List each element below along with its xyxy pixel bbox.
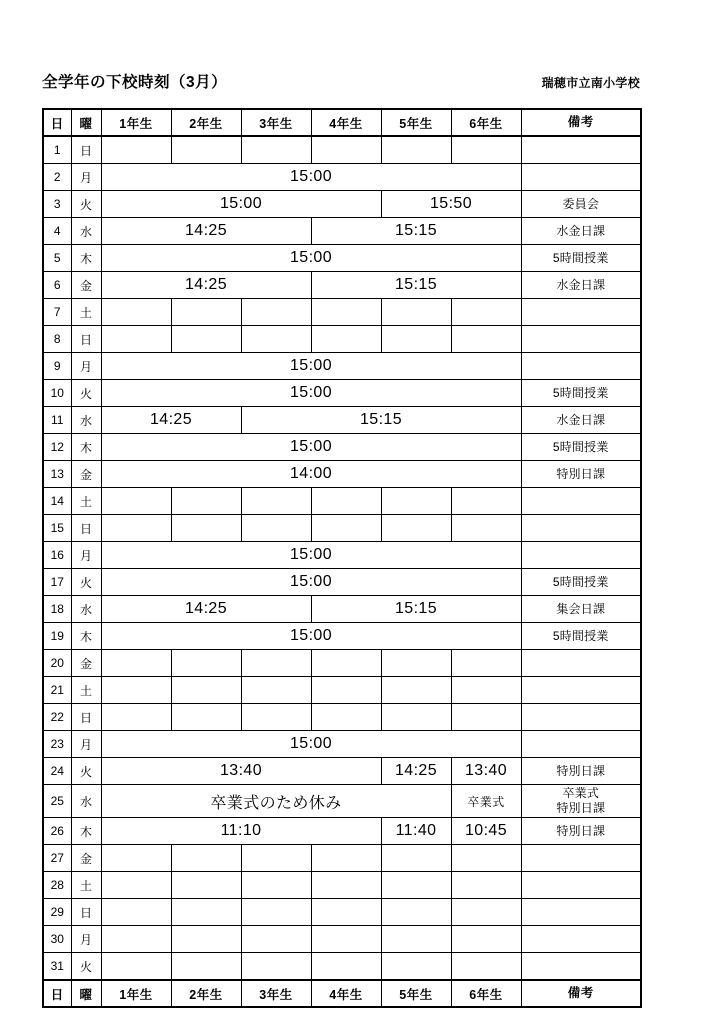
table-row	[43, 218, 641, 245]
remark-cell: 5時間授業	[521, 380, 641, 407]
no-school-cell	[311, 299, 381, 326]
no-school-cell	[101, 488, 171, 515]
day-of-week: 月	[71, 353, 101, 380]
day-of-week: 金	[71, 272, 101, 299]
no-school-cell	[171, 677, 241, 704]
no-school-cell	[451, 677, 521, 704]
remark-cell	[521, 353, 641, 380]
no-school-cell	[241, 677, 311, 704]
remark-cell: 水金日課	[521, 407, 641, 434]
dismissal-time-cell: 10:45	[451, 818, 521, 845]
dismissal-time-cell: 15:15	[241, 407, 521, 434]
table-row	[43, 542, 641, 569]
remark-line: 特別日課	[556, 801, 606, 815]
document-header	[42, 70, 640, 92]
remark-cell: 5時間授業	[521, 623, 641, 650]
day-number: 20	[43, 650, 71, 677]
day-number: 28	[43, 872, 71, 899]
remark-cell: 5時間授業	[521, 434, 641, 461]
remark-cell: 特別日課	[521, 818, 641, 845]
dismissal-time-cell: 15:00	[101, 542, 521, 569]
day-of-week: 金	[71, 650, 101, 677]
dismissal-time-cell: 15:00	[101, 353, 521, 380]
no-school-cell	[311, 677, 381, 704]
table-row	[43, 677, 641, 704]
no-school-cell	[171, 845, 241, 872]
no-school-cell	[101, 515, 171, 542]
day-of-week: 月	[71, 164, 101, 191]
day-of-week: 土	[71, 872, 101, 899]
no-school-cell	[171, 299, 241, 326]
no-school-cell	[101, 872, 171, 899]
day-number: 1	[43, 136, 71, 164]
day-of-week: 金	[71, 845, 101, 872]
table-body	[43, 136, 641, 980]
table-row	[43, 272, 641, 299]
remark-cell	[521, 650, 641, 677]
no-school-cell	[451, 488, 521, 515]
table-row	[43, 899, 641, 926]
dismissal-time-cell: 14:25	[101, 272, 311, 299]
no-school-cell	[241, 326, 311, 353]
remark-cell	[521, 677, 641, 704]
no-school-cell	[171, 704, 241, 731]
no-school-cell	[311, 926, 381, 953]
day-number: 15	[43, 515, 71, 542]
no-school-cell	[171, 872, 241, 899]
no-school-cell	[101, 326, 171, 353]
day-number: 29	[43, 899, 71, 926]
day-number: 3	[43, 191, 71, 218]
dismissal-time-cell: 14:25	[381, 758, 451, 785]
remark-cell	[521, 515, 641, 542]
no-school-cell	[241, 926, 311, 953]
table-row	[43, 926, 641, 953]
dismissal-time-cell: 15:00	[101, 245, 521, 272]
header-grade-2: 2年生	[171, 109, 241, 136]
no-school-cell	[101, 136, 171, 164]
day-of-week: 火	[71, 191, 101, 218]
day-of-week: 木	[71, 623, 101, 650]
no-school-cell	[381, 650, 451, 677]
day-of-week: 火	[71, 758, 101, 785]
day-of-week: 火	[71, 569, 101, 596]
footer-dow: 曜	[71, 980, 101, 1007]
day-number: 2	[43, 164, 71, 191]
no-school-cell	[451, 650, 521, 677]
day-number: 7	[43, 299, 71, 326]
remark-cell	[521, 299, 641, 326]
header-grade-6: 6年生	[451, 109, 521, 136]
day-number: 6	[43, 272, 71, 299]
remark-cell	[521, 926, 641, 953]
day-number: 12	[43, 434, 71, 461]
dismissal-time-cell: 15:15	[311, 596, 521, 623]
table-row	[43, 245, 641, 272]
dismissal-time-cell: 13:40	[101, 758, 381, 785]
no-school-cell	[241, 515, 311, 542]
no-school-cell	[381, 926, 451, 953]
table-row	[43, 818, 641, 845]
no-school-cell	[451, 953, 521, 981]
table-row	[43, 326, 641, 353]
table-row	[43, 650, 641, 677]
no-school-cell	[241, 872, 311, 899]
no-school-cell	[381, 515, 451, 542]
no-school-cell	[451, 136, 521, 164]
table-row	[43, 953, 641, 981]
no-school-cell	[451, 515, 521, 542]
no-school-cell	[311, 953, 381, 981]
no-school-cell	[381, 326, 451, 353]
no-school-cell	[311, 326, 381, 353]
table-row	[43, 461, 641, 488]
day-of-week: 木	[71, 818, 101, 845]
table-footer	[43, 980, 641, 1007]
no-school-cell	[311, 845, 381, 872]
no-school-cell	[451, 299, 521, 326]
day-of-week: 日	[71, 899, 101, 926]
no-school-cell	[451, 326, 521, 353]
dismissal-time-cell: 15:00	[101, 569, 521, 596]
day-number: 19	[43, 623, 71, 650]
no-school-cell	[311, 650, 381, 677]
no-school-cell	[241, 650, 311, 677]
day-number: 31	[43, 953, 71, 981]
day-of-week: 月	[71, 926, 101, 953]
dismissal-time-cell: 15:15	[311, 218, 521, 245]
table-row	[43, 164, 641, 191]
header-note: 備考	[521, 109, 641, 136]
day-of-week: 日	[71, 136, 101, 164]
day-of-week: 月	[71, 731, 101, 758]
table-row	[43, 623, 641, 650]
no-school-cell	[171, 326, 241, 353]
table-row	[43, 353, 641, 380]
table-row	[43, 731, 641, 758]
no-school-cell	[381, 899, 451, 926]
no-school-cell	[311, 899, 381, 926]
day-of-week: 木	[71, 434, 101, 461]
dismissal-time-cell: 15:00	[101, 623, 521, 650]
day-number: 24	[43, 758, 71, 785]
remark-cell: 水金日課	[521, 218, 641, 245]
footer-grade-4: 4年生	[311, 980, 381, 1007]
remark-cell	[521, 326, 641, 353]
remark-line: 卒業式	[562, 786, 600, 801]
no-school-cell	[171, 488, 241, 515]
day-number: 21	[43, 677, 71, 704]
dismissal-time-cell: 15:15	[311, 272, 521, 299]
table-row	[43, 136, 641, 164]
no-school-cell	[101, 845, 171, 872]
day-number: 25	[43, 785, 71, 818]
table-row	[43, 845, 641, 872]
dismissal-time-cell: 卒業式	[451, 785, 521, 818]
no-school-cell	[381, 872, 451, 899]
no-school-cell	[171, 926, 241, 953]
no-school-cell	[451, 845, 521, 872]
no-school-cell	[381, 704, 451, 731]
remark-cell: 5時間授業	[521, 569, 641, 596]
page-title: 全学年の下校時刻（3月）	[42, 74, 228, 91]
no-school-cell	[381, 299, 451, 326]
header-row	[43, 109, 641, 136]
table-row	[43, 596, 641, 623]
table-row	[43, 299, 641, 326]
no-school-cell	[241, 488, 311, 515]
dismissal-time-cell: 卒業式のため休み	[101, 785, 451, 818]
no-school-cell	[241, 845, 311, 872]
remark-cell: 集会日課	[521, 596, 641, 623]
no-school-cell	[311, 136, 381, 164]
no-school-cell	[451, 872, 521, 899]
dismissal-time-cell: 14:25	[101, 218, 311, 245]
footer-row	[43, 980, 641, 1007]
day-number: 13	[43, 461, 71, 488]
no-school-cell	[451, 704, 521, 731]
day-number: 23	[43, 731, 71, 758]
day-number: 14	[43, 488, 71, 515]
day-of-week: 木	[71, 245, 101, 272]
day-number: 10	[43, 380, 71, 407]
no-school-cell	[381, 677, 451, 704]
footer-grade-3: 3年生	[241, 980, 311, 1007]
dismissal-time-cell: 14:25	[101, 407, 241, 434]
remark-cell	[521, 136, 641, 164]
day-number: 18	[43, 596, 71, 623]
dismissal-time-cell: 13:40	[451, 758, 521, 785]
day-number: 8	[43, 326, 71, 353]
no-school-cell	[241, 899, 311, 926]
day-number: 22	[43, 704, 71, 731]
no-school-cell	[171, 899, 241, 926]
day-of-week: 水	[71, 785, 101, 818]
no-school-cell	[381, 136, 451, 164]
header-day: 日	[43, 109, 71, 136]
no-school-cell	[241, 953, 311, 981]
day-of-week: 土	[71, 299, 101, 326]
header-grade-1: 1年生	[101, 109, 171, 136]
header-grade-4: 4年生	[311, 109, 381, 136]
day-number: 27	[43, 845, 71, 872]
footer-day: 日	[43, 980, 71, 1007]
day-number: 30	[43, 926, 71, 953]
remark-cell: 特別日課	[521, 461, 641, 488]
table-row	[43, 407, 641, 434]
day-of-week: 水	[71, 218, 101, 245]
dismissal-time-cell: 15:00	[101, 380, 521, 407]
no-school-cell	[451, 926, 521, 953]
remark-cell	[521, 953, 641, 981]
dismissal-time-cell: 11:40	[381, 818, 451, 845]
day-of-week: 日	[71, 326, 101, 353]
footer-grade-5: 5年生	[381, 980, 451, 1007]
no-school-cell	[171, 953, 241, 981]
header-grade-3: 3年生	[241, 109, 311, 136]
day-number: 26	[43, 818, 71, 845]
day-of-week: 日	[71, 704, 101, 731]
table-header	[43, 109, 641, 136]
footer-grade-6: 6年生	[451, 980, 521, 1007]
dismissal-time-cell: 15:00	[101, 164, 521, 191]
footer-grade-2: 2年生	[171, 980, 241, 1007]
remark-cell: 5時間授業	[521, 245, 641, 272]
day-number: 9	[43, 353, 71, 380]
dismissal-time-cell: 14:00	[101, 461, 521, 488]
remark-cell	[521, 704, 641, 731]
no-school-cell	[101, 704, 171, 731]
day-of-week: 日	[71, 515, 101, 542]
dismissal-time-table	[42, 108, 642, 1008]
footer-note: 備考	[521, 980, 641, 1007]
table-row	[43, 191, 641, 218]
dismissal-time-cell: 15:00	[101, 731, 521, 758]
remark-cell	[521, 872, 641, 899]
no-school-cell	[241, 299, 311, 326]
footer-grade-1: 1年生	[101, 980, 171, 1007]
day-of-week: 火	[71, 380, 101, 407]
no-school-cell	[171, 650, 241, 677]
dismissal-time-cell: 15:00	[101, 191, 381, 218]
day-of-week: 火	[71, 953, 101, 981]
no-school-cell	[241, 136, 311, 164]
day-of-week: 土	[71, 488, 101, 515]
table-row	[43, 488, 641, 515]
no-school-cell	[381, 488, 451, 515]
day-number: 11	[43, 407, 71, 434]
day-number: 17	[43, 569, 71, 596]
no-school-cell	[171, 136, 241, 164]
day-of-week: 水	[71, 596, 101, 623]
dismissal-time-cell: 11:10	[101, 818, 381, 845]
table-row	[43, 704, 641, 731]
remark-cell	[521, 542, 641, 569]
no-school-cell	[311, 515, 381, 542]
no-school-cell	[101, 650, 171, 677]
header-grade-5: 5年生	[381, 109, 451, 136]
day-number: 4	[43, 218, 71, 245]
table-row	[43, 569, 641, 596]
remark-cell: 委員会	[521, 191, 641, 218]
table-row	[43, 380, 641, 407]
day-of-week: 金	[71, 461, 101, 488]
remark-cell: 特別日課	[521, 758, 641, 785]
no-school-cell	[451, 899, 521, 926]
remark-cell	[521, 731, 641, 758]
day-of-week: 土	[71, 677, 101, 704]
no-school-cell	[101, 926, 171, 953]
day-of-week: 月	[71, 542, 101, 569]
dismissal-time-cell: 15:00	[101, 434, 521, 461]
no-school-cell	[311, 872, 381, 899]
remark-cell	[521, 845, 641, 872]
dismissal-time-cell: 14:25	[101, 596, 311, 623]
remark-cell: 水金日課	[521, 272, 641, 299]
remark-cell	[521, 785, 641, 818]
day-number: 16	[43, 542, 71, 569]
no-school-cell	[381, 953, 451, 981]
remark-cell	[521, 488, 641, 515]
no-school-cell	[101, 953, 171, 981]
day-number: 5	[43, 245, 71, 272]
no-school-cell	[101, 299, 171, 326]
day-of-week: 水	[71, 407, 101, 434]
no-school-cell	[311, 704, 381, 731]
table-row	[43, 872, 641, 899]
table-row	[43, 515, 641, 542]
school-name: 瑞穂市立南小学校	[541, 76, 640, 90]
no-school-cell	[171, 515, 241, 542]
remark-cell	[521, 899, 641, 926]
table-row	[43, 434, 641, 461]
remark-cell	[521, 164, 641, 191]
table-row	[43, 785, 641, 818]
header-dow: 曜	[71, 109, 101, 136]
no-school-cell	[241, 704, 311, 731]
no-school-cell	[311, 488, 381, 515]
table-row	[43, 758, 641, 785]
no-school-cell	[381, 845, 451, 872]
no-school-cell	[101, 899, 171, 926]
dismissal-time-cell: 15:50	[381, 191, 521, 218]
no-school-cell	[101, 677, 171, 704]
